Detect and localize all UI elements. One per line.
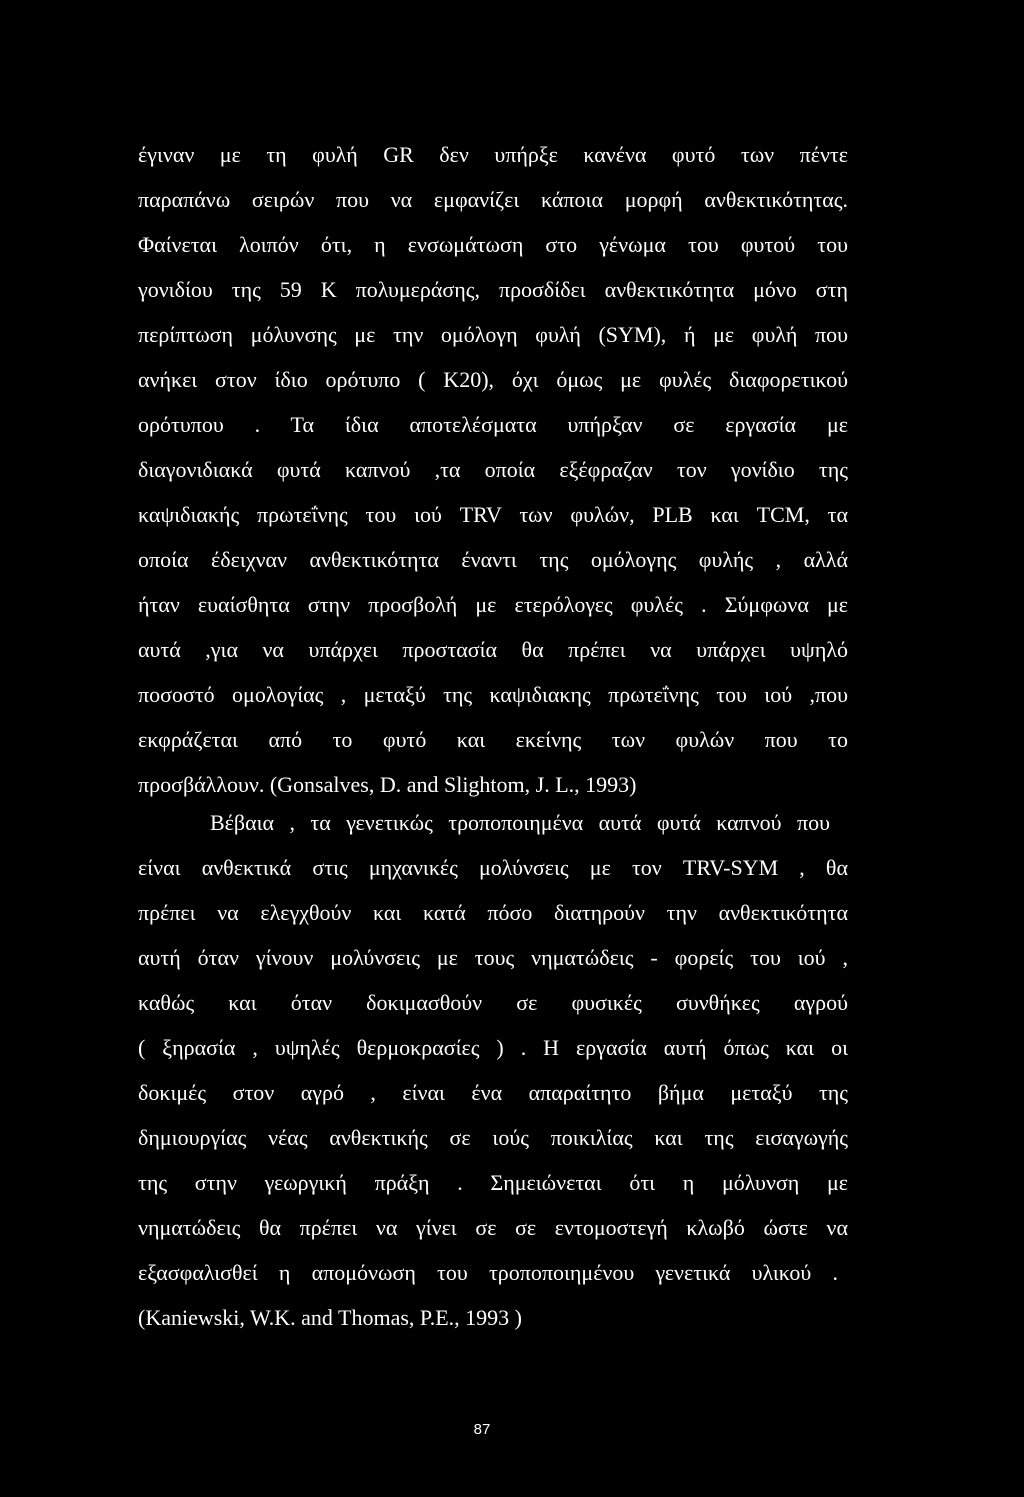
text-line: δοκιμές στον αγρό , είναι ένα απαραίτητο βήμα μεταξύ της — [138, 1080, 848, 1105]
text-line: περίπτωση μόλυνσης με την ομόλογη φυλή (SYM), ή με φυλή που — [138, 322, 848, 347]
page-number: 87 — [473, 1421, 491, 1438]
text-line: καθώς και όταν δοκιμασθούν σε φυσικές συνθήκες αγρού — [138, 990, 848, 1015]
text-line: παραπάνω σειρών που να εμφανίζει κάποια μορφή ανθεκτικότητας. — [138, 187, 848, 212]
text-line: πρέπει να ελεγχθούν και κατά πόσο διατηρούν την ανθεκτικότητα — [138, 900, 848, 925]
text-line: (Kaniewski, W.K. and Thomas, P.E., 1993 ) — [138, 1305, 522, 1330]
text-line: ( ξηρασία , υψηλές θερμοκρασίες ) . Η εργασία αυτή όπως και οι — [138, 1035, 848, 1060]
text-line: γονιδίου της 59 Κ πολυμεράσης, προσδίδει ανθεκτικότητα μόνο στη — [138, 277, 848, 302]
text-line: εκφράζεται από το φυτό και εκείνης των φυλών που το — [138, 727, 848, 752]
text-line: ανήκει στον ίδιο ορότυπο ( Κ20), όχι όμως με φυλές διαφορετικού — [138, 367, 848, 392]
text-line: δημιουργίας νέας ανθεκτικής σε ιούς ποικιλίας και της εισαγωγής — [138, 1125, 848, 1150]
text-line: είναι ανθεκτικά στις μηχανικές μολύνσεις με τον TRV-SYM , θα — [138, 855, 848, 880]
text-line: της στην γεωργική πράξη . Σημειώνεται ότι η μόλυνση με — [138, 1170, 848, 1195]
text-line: ήταν ευαίσθητα στην προσβολή με ετερόλογες φυλές . Σύμφωνα με — [138, 592, 848, 617]
text-line: έγιναν με τη φυλή GR δεν υπήρξε κανένα φυτό των πέντε — [138, 142, 848, 167]
text-line: διαγονιδιακά φυτά καπνού ,τα οποία εξέφραζαν τον γονίδιο της — [138, 457, 848, 482]
text-line: ορότυπου . Τα ίδια αποτελέσματα υπήρξαν σε εργασία με — [138, 412, 848, 437]
text-line: ποσοστό ομολογίας , μεταξύ της καψιδιακης πρωτεΐνης του ιού ,που — [138, 682, 848, 707]
text-line: καψιδιακής πρωτεΐνης του ιού TRV των φυλών, PLB και TCM, τα — [138, 502, 848, 527]
text-line: αυτά ,για να υπάρχει προστασία θα πρέπει να υπάρχει υψηλό — [138, 637, 848, 662]
text-line: εξασφαλισθεί η απομόνωση του τροποποιημένου γενετικά υλικού . — [138, 1260, 838, 1285]
text-line: νηματώδεις θα πρέπει να γίνει σε σε εντομοστεγή κλωβό ώστε να — [138, 1215, 848, 1240]
text-line: προσβάλλουν. (Gonsalves, D. and Slightom, J. L., 1993) — [138, 772, 637, 797]
text-line: Βέβαια , τα γενετικώς τροποποιημένα αυτά φυτά καπνού που — [210, 810, 830, 835]
text-line: οποία έδειχναν ανθεκτικότητα έναντι της ομόλογης φυλής , αλλά — [138, 547, 848, 572]
text-line: Φαίνεται λοιπόν ότι, η ενσωμάτωση στο γένωμα του φυτού του — [138, 232, 848, 257]
text-line: αυτή όταν γίνουν μολύνσεις με τους νηματώδεις - φορείς του ιού , — [138, 945, 848, 970]
